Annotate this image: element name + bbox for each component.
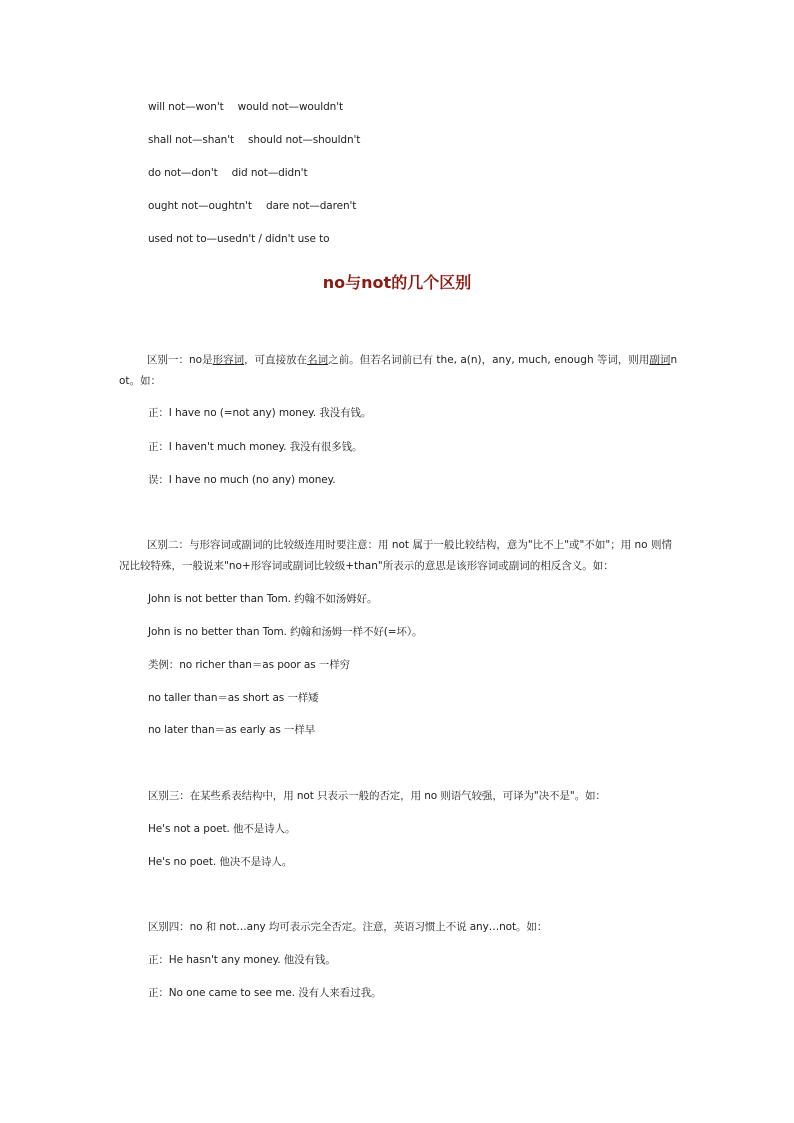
linked-term: 副词 (649, 354, 671, 366)
section-4-paragraph: 区别四：no 和 not…any 均可表示完全否定。注意，英语习惯上不说 any…not。如： (148, 921, 548, 933)
contraction-text: do not—don't (148, 167, 218, 179)
text-run: 区别一：no (147, 354, 203, 366)
contraction-text: shall not—shan't (148, 134, 235, 146)
contraction-text: should not—shouldn't (248, 134, 361, 146)
example-line: no taller than＝as short as 一样矮 (148, 692, 319, 704)
contraction-line (148, 232, 330, 246)
page-title: no与not的几个区别 (322, 273, 472, 292)
example-line: 正：No one came to see me. 没有人来看过我。 (148, 987, 382, 999)
contraction-line (148, 100, 343, 114)
example-line: no later than＝as early as 一样早 (148, 724, 316, 736)
text-run: not。如： (119, 354, 678, 387)
contraction-line (148, 166, 307, 180)
contraction-line (148, 199, 356, 213)
contraction-line (148, 133, 360, 147)
contraction-text: would not—wouldn't (237, 101, 344, 113)
contraction-text: will not—won't (148, 101, 224, 113)
linked-term: 名词 (307, 354, 329, 366)
contraction-text: did not—didn't (231, 167, 308, 179)
section-1-paragraph (119, 350, 679, 392)
example-line: He's no poet. 他决不是诗人。 (148, 856, 293, 868)
example-line: 正：I haven't much money. 我没有很多钱。 (148, 441, 363, 453)
linked-term: 形容词 (212, 354, 245, 366)
section-3-paragraph: 区别三：在某些系表结构中，用 not 只表示一般的否定，用 no 则语气较强，可译为"决不是"。如： (148, 790, 606, 802)
text-run: 是 (202, 354, 213, 366)
example-line: John is not better than Tom. 约翰不如汤姆好。 (148, 593, 378, 605)
contraction-text: used not to—usedn't / didn't use to (148, 233, 330, 245)
example-line: 类例：no richer than＝as poor as 一样穷 (148, 659, 351, 671)
example-line: 正：He hasn't any money. 他没有钱。 (148, 954, 336, 966)
section-2-paragraph: 区别二：与形容词或副词的比较级连用时要注意：用 not 属于一般比较结构，意为"比不上"或"不如"；用 no 则情况比较特殊，一般说来"no+形容词或副词比较级+than"所表示的意思是该形容词或副词的相反含义。如： (119, 539, 672, 572)
example-line: 正：I have no (=not any) money. 我没有钱。 (148, 407, 372, 419)
text-run: ，可直接放在 (244, 354, 308, 366)
example-line: John is no better than Tom. 约翰和汤姆一样不好(=坏）。 (148, 626, 423, 638)
contraction-text: ought not—oughtn't (148, 200, 252, 212)
example-line: He's not a poet. 他不是诗人。 (148, 823, 296, 835)
example-line: 误：I have no much (no any) money. (148, 474, 336, 486)
text-run: 之前。但若名词前已有 the, a(n)，any, much, enough 等词，则用 (328, 354, 650, 366)
contraction-text: dare not—daren't (265, 200, 357, 212)
